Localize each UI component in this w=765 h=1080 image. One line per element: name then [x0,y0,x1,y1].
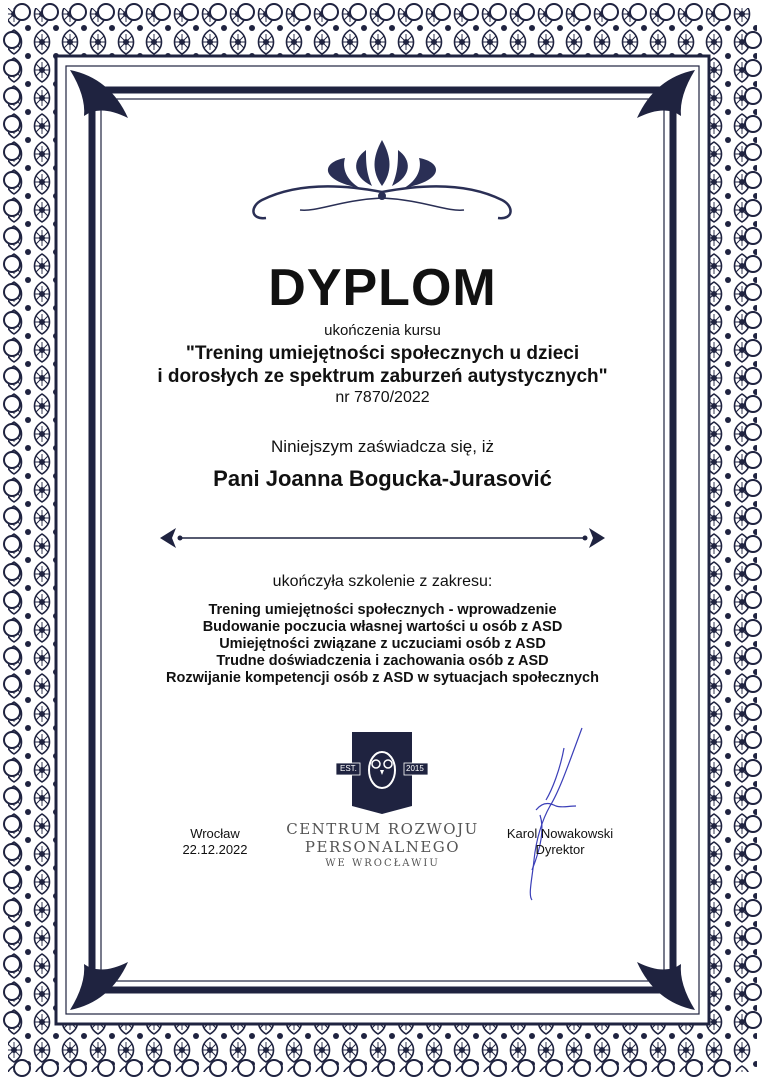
topics-list [0,602,765,687]
course-title-line-1: "Trening umiejętności społecznych u dzieci [185,343,580,364]
org-line-2: PERSONALNEGO [304,838,461,856]
organization-name [250,820,515,869]
recipient-name: Pani Joanna Bogucka-Jurasović [213,466,552,491]
topic-item: Trudne doświadczenia i zachowania osób z ASD [216,653,549,669]
badge-year-label: 2015 [406,764,424,773]
topic-item: Trening umiejętności społecznych - wprowadzenie [208,602,557,618]
certification-statement: Niniejszym zaświadcza się, iż [271,437,494,456]
topic-item: Umiejętności związane z uczuciami osób z ASD [219,636,546,652]
org-line-1: CENTRUM ROZWOJU [286,820,479,838]
topic-item: Budowanie poczucia własnej wartości u osób z ASD [202,619,563,635]
place: Wrocław [190,826,240,841]
signer-name: Karol Nowakowski [506,826,614,841]
diploma-title: DYPLOM [268,259,497,317]
badge-est-label: EST. [340,764,357,773]
course-title-line-2: i dorosłych ze spektrum zaburzeń autystycznych" [157,366,608,387]
signatory [490,826,630,858]
topic-item: Rozwijanie kompetencji osób z ASD w sytuacjach społecznych [166,670,599,686]
diploma-subtitle: ukończenia kursu [324,322,441,339]
issue-date: 22.12.2022 [182,842,248,857]
frame-line-outer [56,56,709,1024]
course-title [0,342,765,388]
diploma-number: nr 7870/2022 [335,389,430,406]
org-line-3: WE WROCŁAWIU [325,858,440,869]
completed-training-statement: ukończyła szkolenie z zakresu: [272,573,493,590]
signer-role: Dyrektor [535,842,585,857]
